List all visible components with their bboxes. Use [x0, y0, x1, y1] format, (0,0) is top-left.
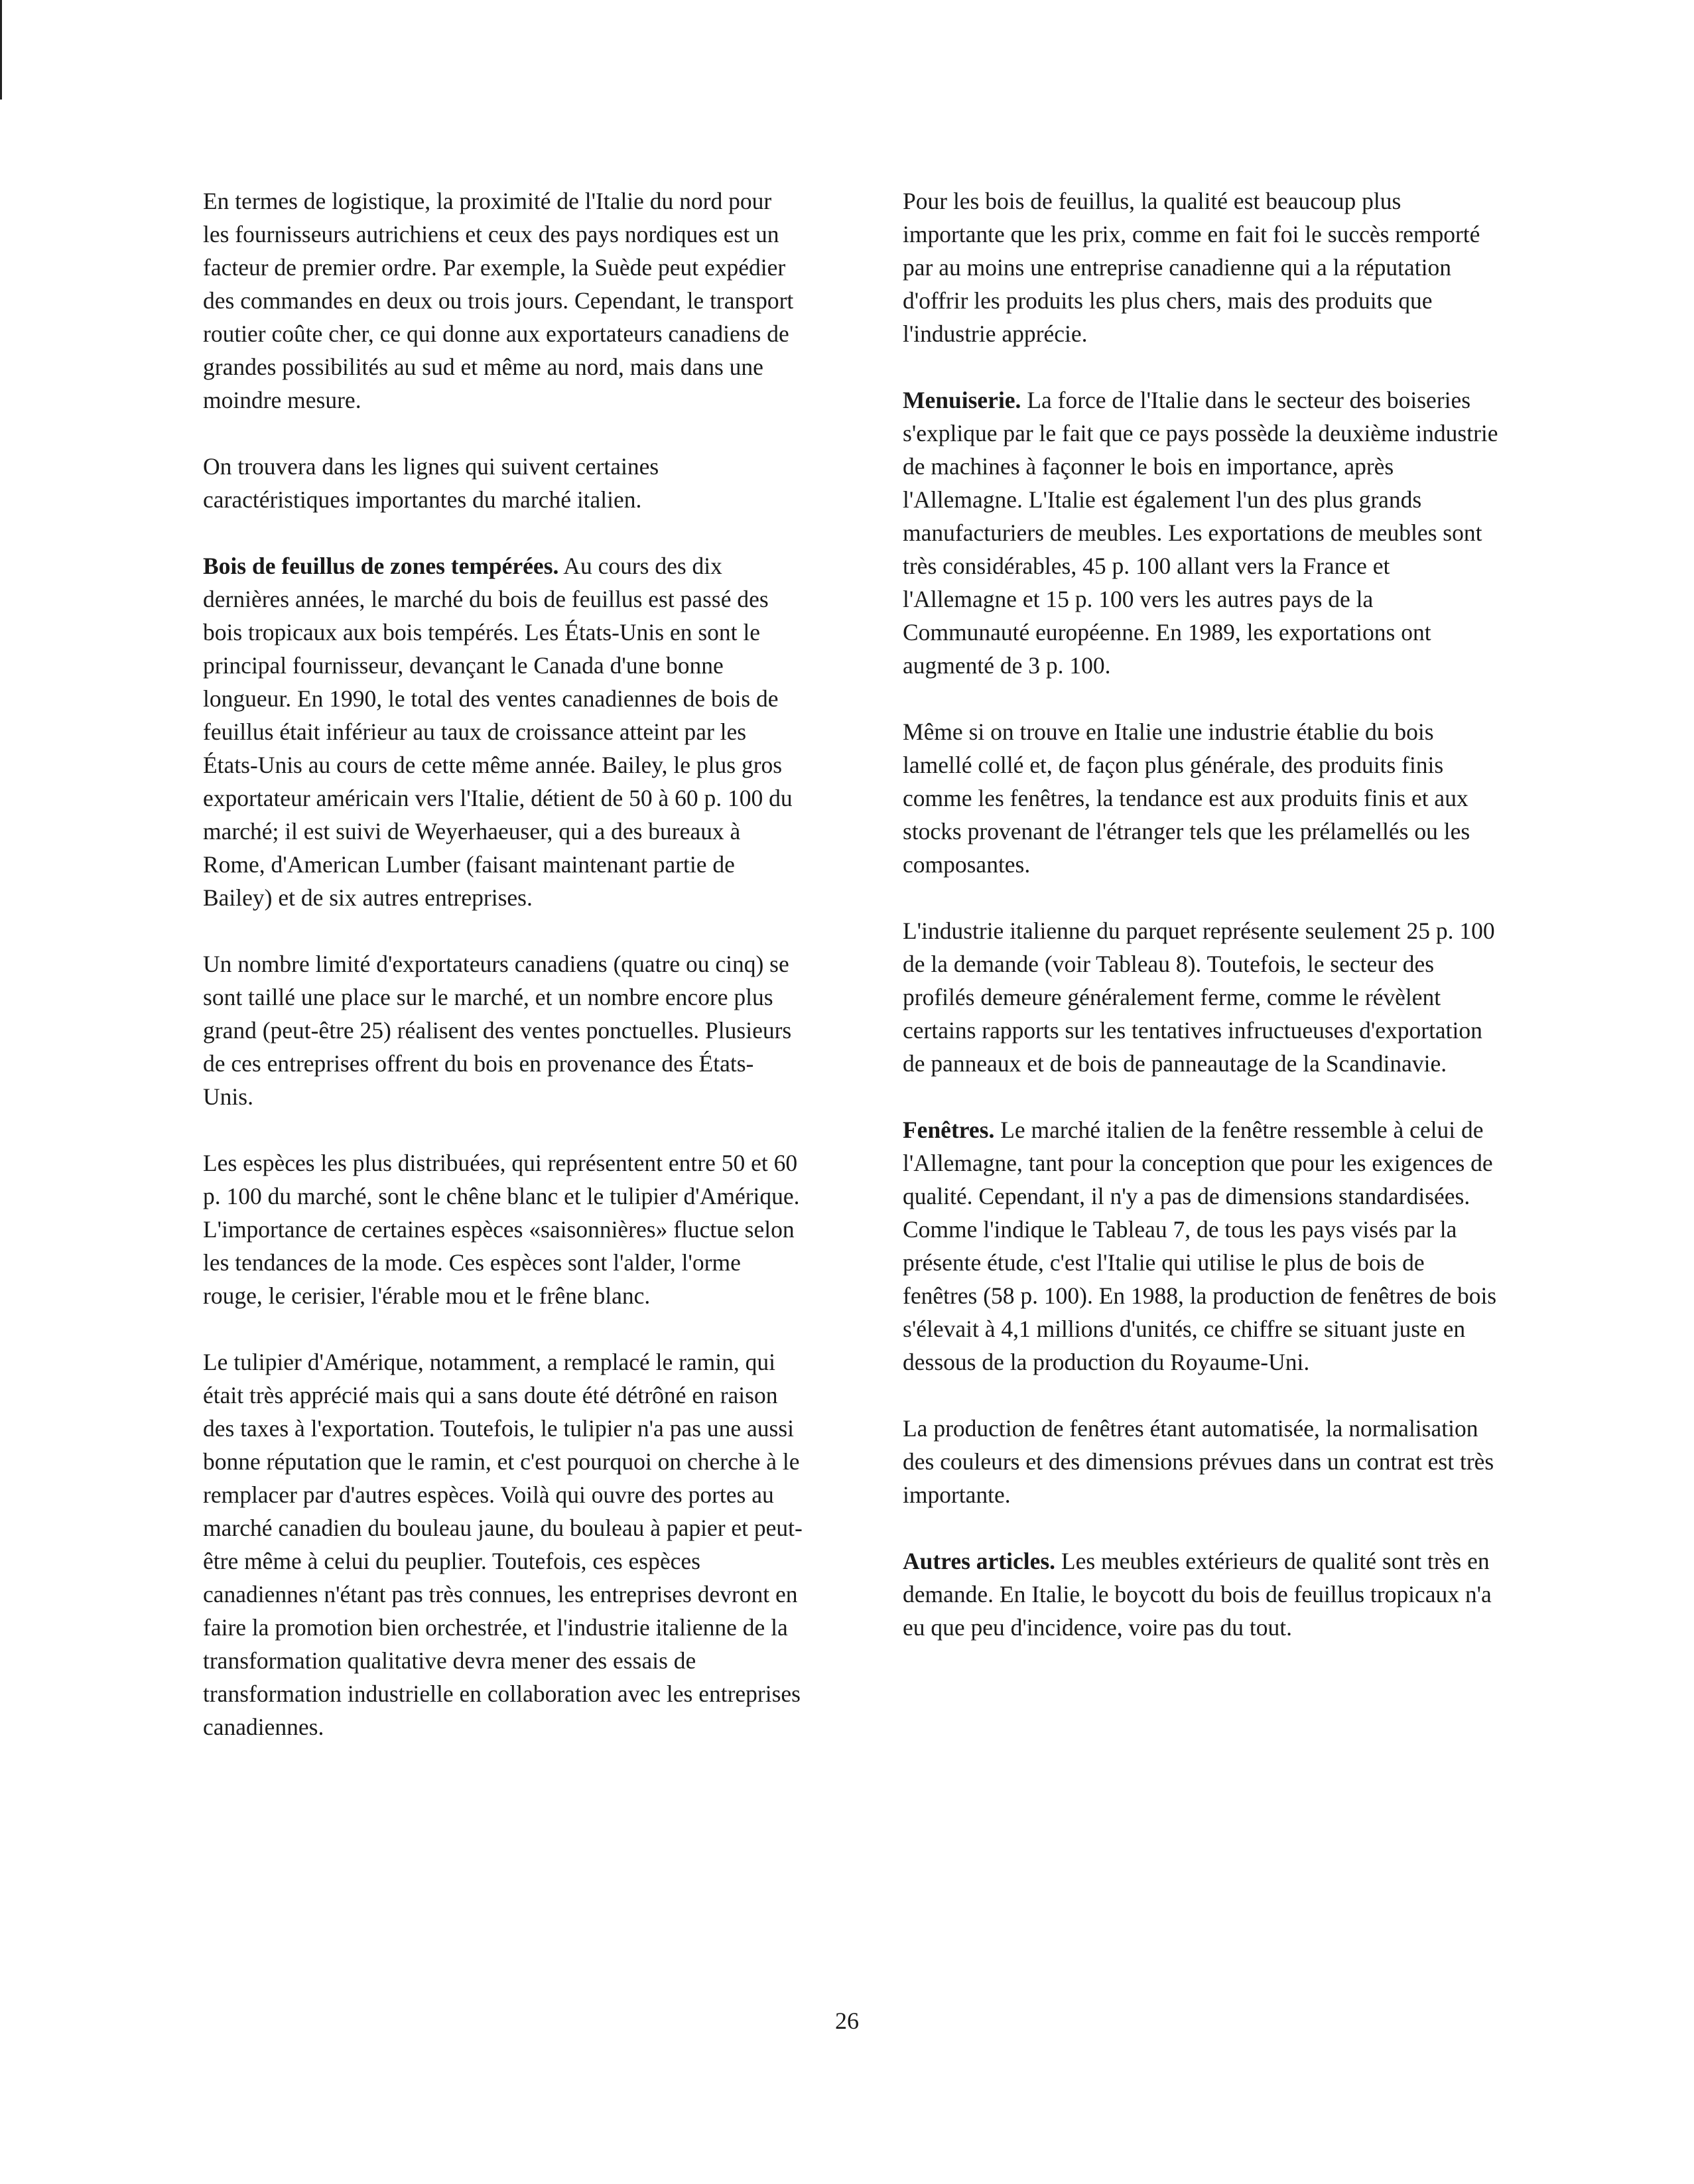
paragraph-text: Au cours des dix dernières années, le marché du bois de feuillus est passé des bois tropicaux aux bois tempérés. Les États-Unis en sont le principal fournisseur, devançant le Canada d'une bonne longueur. En 1990, le total des ventes canadiennes de bois de feuillus était inférieur au taux de croissance atteint par les États-Unis au cours de cette même année. Bailey, le plus gros exportateur américain vers l'Italie, détient de 50 à 60 p. 100 du marché; il est suivi de Weyerhaeuser, qui a des bureaux à Rome, d'American Lumber (faisant maintenant partie de Bailey) et de six autres entreprises.	[203, 553, 793, 911]
paragraph-text: L'industrie italienne du parquet représente seulement 25 p. 100 de la demande (voir Tableau 8). Toutefois, le secteur des profilés demeure généralement ferme, comme le révèlent certains rapports sur les tentatives infructueuses d'exportation de panneaux et de bois de panneautage de la Scandinavie.	[903, 918, 1495, 1077]
paragraph	[903, 383, 1504, 682]
paragraph-text: Un nombre limité d'exportateurs canadiens (quatre ou cinq) se sont taillé une place sur le marché, et un nombre encore plus grand (peut-être 25) réalisent des ventes ponctuelles. Plusieurs de ces entreprises offrent du bois en provenance des États-Unis.	[203, 951, 792, 1110]
paragraph	[203, 184, 803, 417]
paragraph-text: Le marché italien de la fenêtre ressemble à celui de l'Allemagne, tant pour la conception que pour les exigences de qualité. Cependant, il n'y a pas de dimensions standardisées. Comme l'indique le Tableau 7, de tous les pays visés par la présente étude, c'est l'Italie qui utilise le plus de bois de fenêtres (58 p. 100). En 1988, la production de fenêtres de bois s'élevait à 4,1 millions d'unités, ce chiffre se situant juste en dessous de la production du Royaume-Uni.	[903, 1117, 1497, 1375]
paragraph-text: En termes de logistique, la proximité de l'Italie du nord pour les fournisseurs autrichiens et ceux des pays nordiques est un facteur de premier ordre. Par exemple, la Suède peut expédier des commandes en deux ou trois jours. Cependant, le transport routier coûte cher, ce qui donne aux exportateurs canadiens de grandes possibilités au sud et même au nord, mais dans une moindre mesure.	[203, 188, 794, 413]
page-edge-rule	[0, 0, 2, 100]
paragraph-heading: Bois de feuillus de zones tempérées.	[203, 553, 559, 579]
paragraph	[203, 1146, 803, 1312]
paragraph	[203, 450, 803, 516]
paragraph-heading: Autres articles.	[903, 1548, 1056, 1574]
paragraph	[903, 1113, 1504, 1379]
paragraph	[903, 1412, 1504, 1511]
paragraph-text: Les espèces les plus distribuées, qui représentent entre 50 et 60 p. 100 du marché, sont le chêne blanc et le tulipier d'Amérique. L'importance de certaines espèces «saisonnières» fluctue selon les tendances de la mode. Ces espèces sont l'alder, l'orme rouge, le cerisier, l'érable mou et le frêne blanc.	[203, 1150, 800, 1309]
paragraph-text: On trouvera dans les lignes qui suivent certaines caractéristiques importantes du marché italien.	[203, 453, 659, 513]
page-number: 26	[835, 2008, 859, 2034]
paragraph-text: Même si on trouve en Italie une industrie établie du bois lamellé collé et, de façon plus générale, des produits finis comme les fenêtres, la tendance est aux produits finis et aux stocks provenant de l'étranger tels que les prélamellés ou les composantes.	[903, 718, 1470, 878]
paragraph-text: Les meubles extérieurs de qualité sont très en demande. En Italie, le boycott du bois de feuillus tropicaux n'a eu que peu d'incidence, voire pas du tout.	[903, 1548, 1492, 1641]
paragraph-text: La production de fenêtres étant automatisée, la normalisation des couleurs et des dimensions prévues dans un contrat est très importante.	[903, 1415, 1494, 1508]
paragraph	[903, 914, 1504, 1080]
paragraph-text: La force de l'Italie dans le secteur des boiseries s'explique par le fait que ce pays possède la deuxième industrie de machines à façonner le bois en importance, après l'Allemagne. L'Italie est également l'un des plus grands manufacturiers de meubles. Les exportations de meubles sont très considérables, 45 p. 100 allant vers la France et l'Allemagne et 15 p. 100 vers les autres pays de la Communauté européenne. En 1989, les exportations ont augmenté de 3 p. 100.	[903, 387, 1498, 679]
paragraph	[903, 184, 1504, 350]
right-column	[903, 184, 1504, 1677]
paragraph	[203, 1345, 803, 1743]
paragraph-heading: Fenêtres.	[903, 1117, 995, 1143]
paragraph	[903, 1544, 1504, 1644]
left-column	[203, 184, 803, 1777]
paragraph-text: Pour les bois de feuillus, la qualité est beaucoup plus importante que les prix, comme en fait foi le succès remporté par au moins une entreprise canadienne qui a la réputation d'offrir les produits les plus chers, mais des produits que l'industrie apprécie.	[903, 188, 1480, 347]
paragraph	[203, 947, 803, 1113]
paragraph	[203, 549, 803, 914]
paragraph	[903, 715, 1504, 881]
paragraph-heading: Menuiserie.	[903, 387, 1021, 413]
paragraph-text: Le tulipier d'Amérique, notamment, a remplacé le ramin, qui était très apprécié mais qui a sans doute été détrôné en raison des taxes à l'exportation. Toutefois, le tulipier n'a pas une aussi bonne réputation que le ramin, et c'est pourquoi on cherche à le remplacer par d'autres espèces. Voilà qui ouvre des portes au marché canadien du bouleau jaune, du bouleau à papier et peut-être même à celui du peuplier. Toutefois, ces espèces canadiennes n'étant pas très connues, les entreprises devront en faire la promotion bien orchestrée, et l'industrie italienne de la transformation qualitative devra mener des essais de transformation industrielle en collaboration avec les entreprises canadiennes.	[203, 1349, 803, 1740]
